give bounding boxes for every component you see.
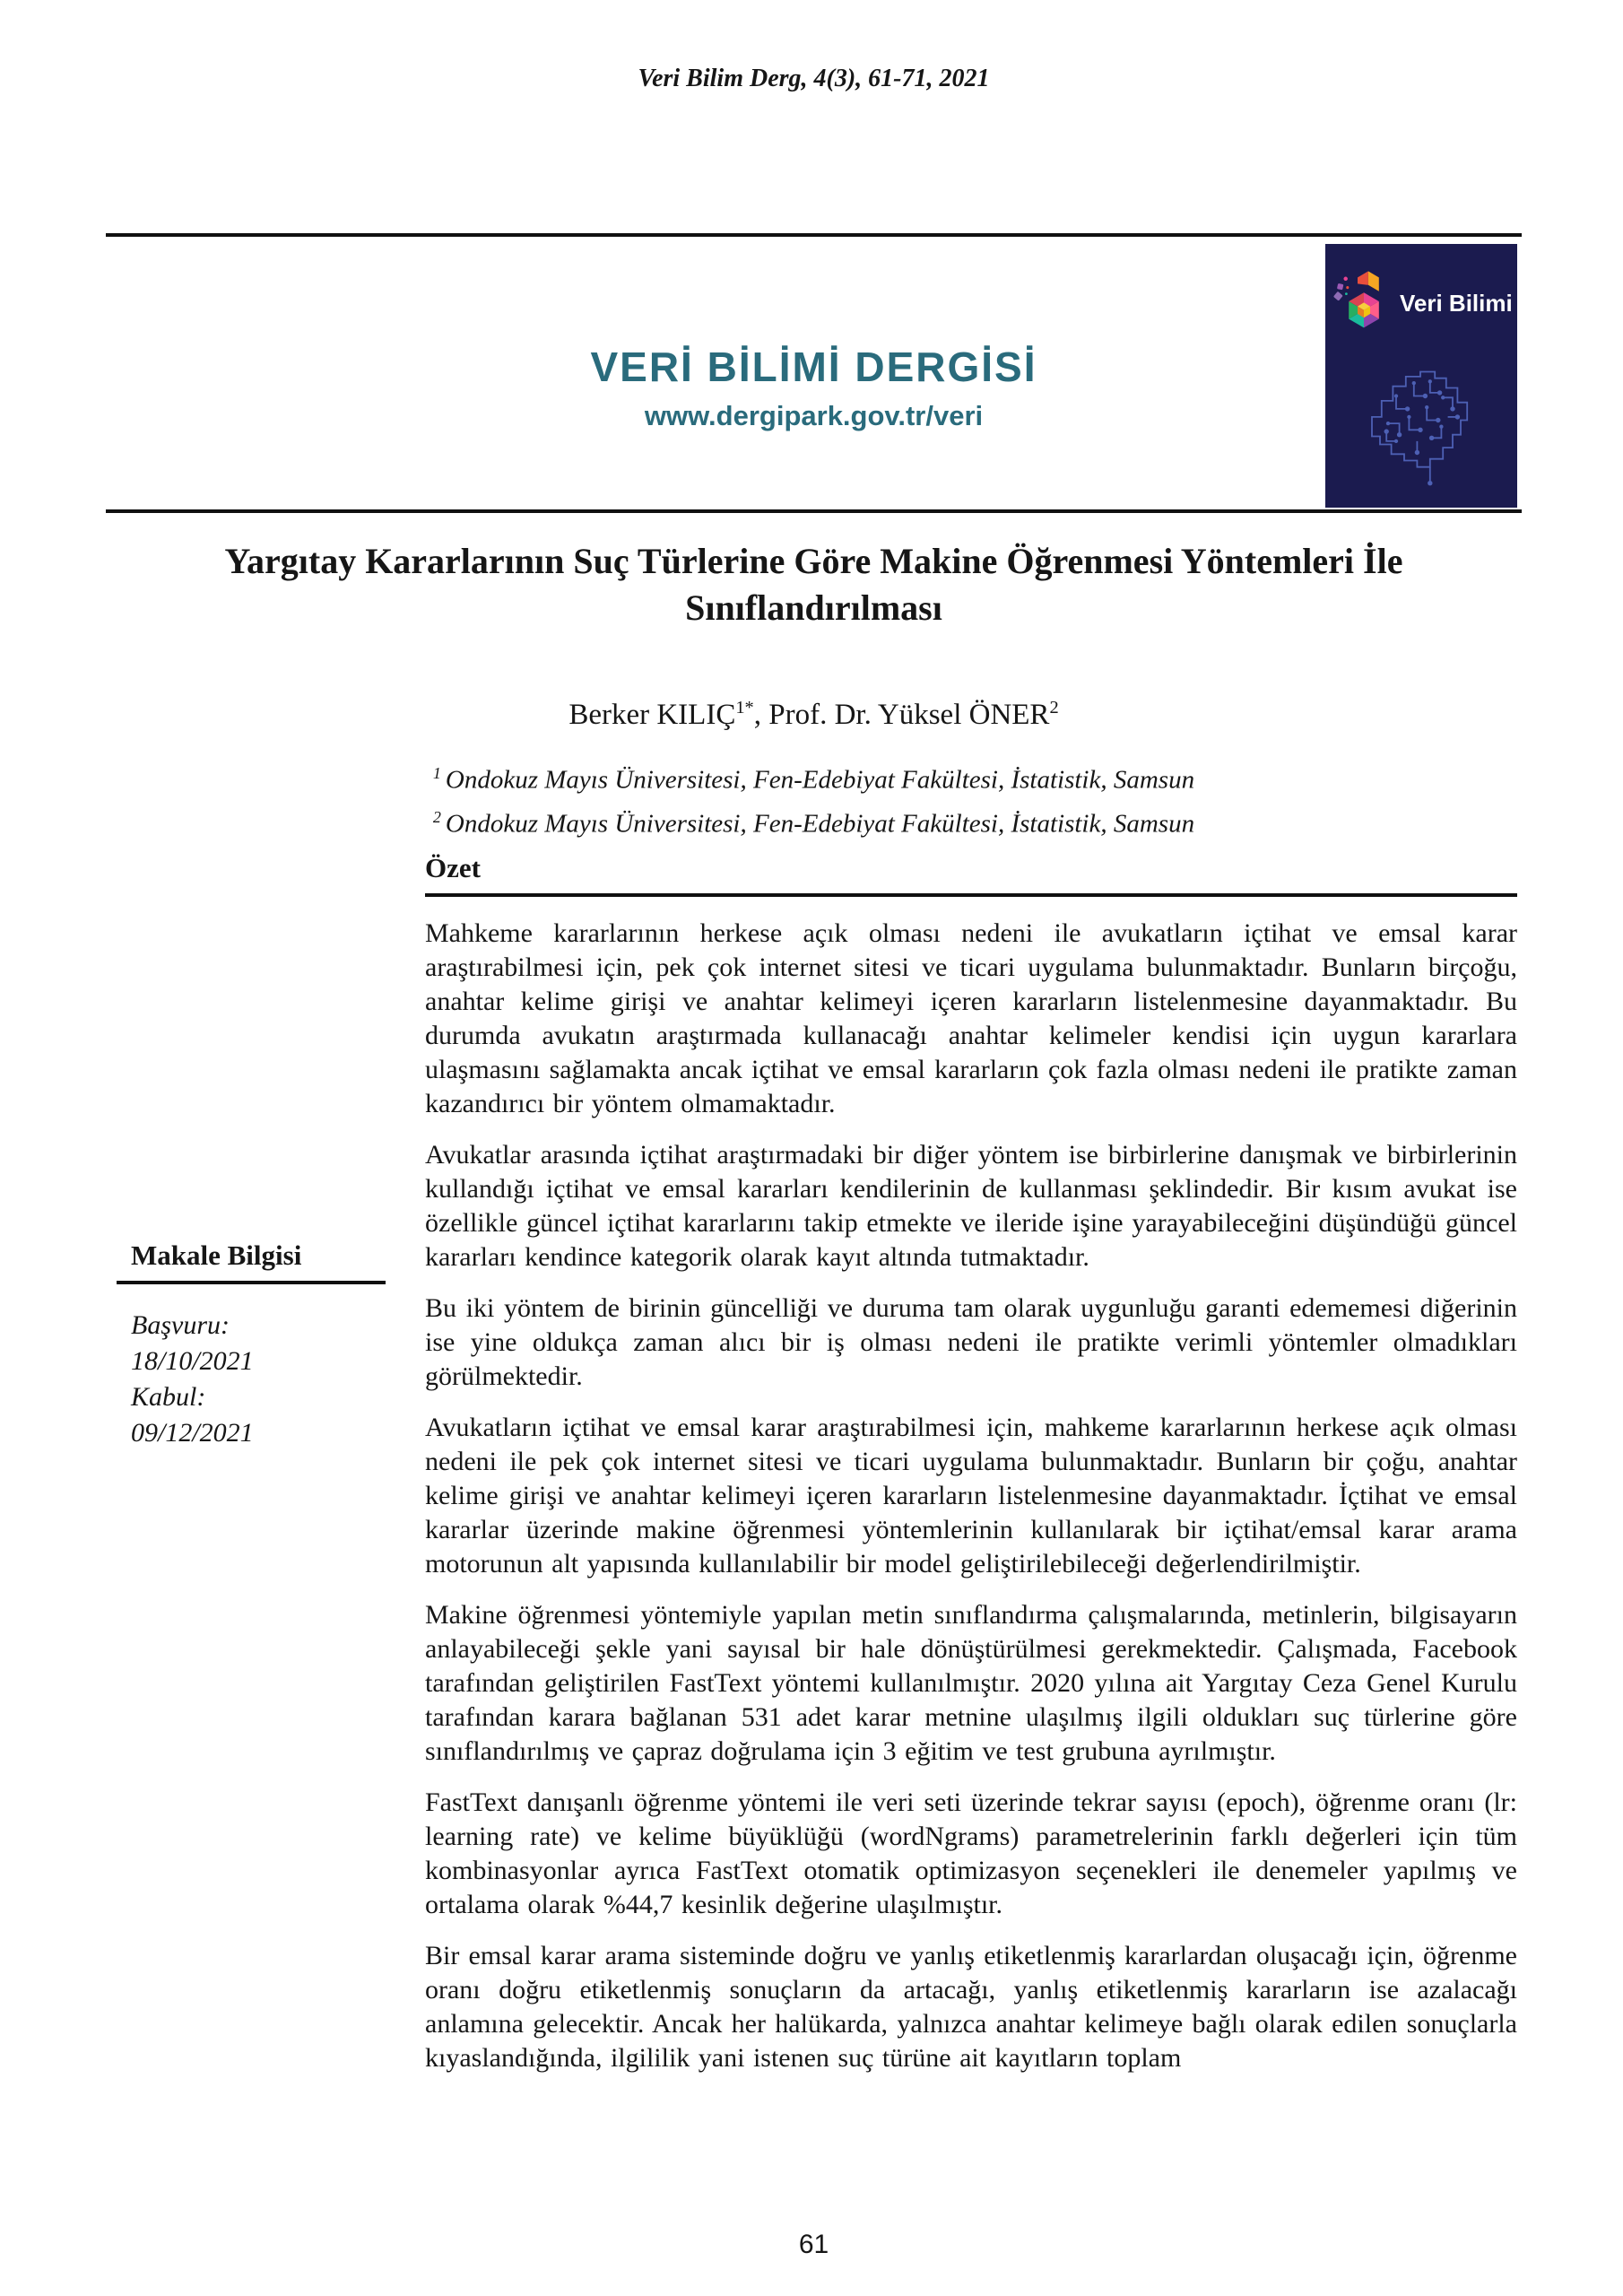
abstract-paragraph: Makine öğrenmesi yöntemiyle yapılan metin sınıflandırma çalışmalarında, metinlerin, bilgisayarın anlayabileceği şekle yani sayısal bir hale dönüştürülmesi gerekmektedir. Çalışmada, Facebook tarafından geliştirilen FastText yöntemi kullanılmıştır. 2020 yılına ait Yargıtay Ceza Genel Kurulu tarafından karara bağlanan 531 adet karar metnine ulaşılmış ilgili oldukları suç türlerine göre sınıflandırılmış ve çapraz doğrulama için 3 eğitim ve test grubuna ayrılmıştır. (425, 1600, 1517, 1766)
article-title: Yargıtay Kararlarının Suç Türlerine Göre Makine Öğrenmesi Yöntemleri İle Sınıflandırılması (224, 541, 1403, 628)
brain-circuit-icon (1340, 339, 1501, 498)
submission-label: Başvuru: (131, 1310, 230, 1340)
page-number: 61 (798, 2230, 829, 2259)
article-info-sidebar (117, 1239, 386, 1451)
affiliation-text: Ondokuz Mayıs Üniversitesi, Fen-Edebiyat Fakültesi, İstatistik, Samsun (445, 809, 1195, 839)
affiliation-superscript: 2 (432, 807, 441, 826)
author-superscript: 1* (735, 698, 754, 718)
abstract-heading: Özet (425, 852, 1517, 897)
abstract-paragraph: Avukatların içtihat ve emsal karar araştırabilmesi için, mahkeme kararlarının herkese açık olması nedeni ile pek çok internet sitesi ve ticari uygulama bulunmaktadır. Bunların bir çoğu, anahtar kelime girişi ve anahtar kelimeyi içeren kararların listelenmesine dayanmaktadır. İçtihat ve emsal kararlar üzerinde makine öğrenmesi yöntemlerinin kullanılarak bir içtihat/emsal karar arama motorunun alt yapısında kullanılabilir bir model geliştirilebileceği değerlendirilmiştir. (425, 1413, 1517, 1578)
author-name: Prof. Dr. Yüksel ÖNER (768, 699, 1050, 731)
author-name: Berker KILIÇ (568, 699, 736, 731)
submission-date: 18/10/2021 (131, 1346, 254, 1376)
affiliation-line (108, 799, 1520, 843)
abstract-paragraph: Mahkeme kararlarının herkese açık olması nedeni ile avukatların içtihat ve emsal karar araştırabilmesi için, pek çok internet sitesi ve ticari uygulama bulunmaktadır. Bunların birçoğu, anahtar kelime girişi ve anahtar kelimeyi içeren kararların listelenmesine dayanmaktadır. Bu durumda avukatın araştırmada kullanacağı anahtar kelimeler kendisi için uygun kararlara ulaşmasını sağlamakta ancak içtihat ve emsal kararların çok fazla olması nedeni ile pratikte zaman kazandırıcı bir yöntem olmamaktadır. (425, 918, 1517, 1118)
journal-citation: Veri Bilim Derg, 4(3), 61-71, 2021 (638, 65, 990, 92)
abstract-paragraph: Bir emsal karar arama sisteminde doğru ve yanlış etiketlenmiş kararlardan oluşacağı için, öğrenme oranı doğru etiketlenmiş sonuçların da artacağı, yanlış etiketlenmiş kararların ise azalacağı anlamına gelecektir. Ancak her halükarda, yalnızca anahtar kelimeye bağlı olarak edilen sonuçlarla kıyaslandığında, ilgililik yani istenen suç türüne ait kayıtların toplam (425, 1941, 1517, 2073)
affiliation-line (108, 755, 1520, 799)
article-info-meta (117, 1308, 386, 1451)
logo-wordmark: Veri Bilimi (1400, 290, 1513, 317)
abstract-paragraph: Avukatlar arasında içtihat araştırmadaki bir diğer yöntem ise birbirlerine danışmak ve birbirlerinin kullandığı içtihat ve emsal kararları kendilerinin de kullanması şeklindedir. Bir kısım avukat ise özellikle güncel içtihat kararlarını takip etmekte ve ileride işine yarayabileceğini düşündüğü güncel kararları kendince kategorik olarak kayıt altında tutmaktadır. (425, 1140, 1517, 1272)
affiliation-superscript: 1 (432, 764, 441, 782)
cube-logo-icon (1332, 267, 1395, 340)
affiliation-text: Ondokuz Mayıs Üniversitesi, Fen-Edebiyat Fakültesi, İstatistik, Samsun (445, 765, 1195, 795)
affiliations (108, 755, 1520, 842)
journal-name: VERİ BİLİMİ DERGİSİ (590, 344, 1037, 390)
accepted-label: Kabul: (131, 1382, 206, 1412)
journal-logo (1325, 244, 1517, 508)
author-superscript: 2 (1049, 698, 1059, 718)
journal-url-link[interactable]: www.dergipark.gov.tr/veri (644, 400, 984, 431)
authors-line (108, 698, 1520, 732)
divider-top (106, 233, 1522, 237)
abstract-section (425, 852, 1517, 2092)
accepted-date: 09/12/2021 (131, 1418, 254, 1448)
abstract-paragraph: FastText danışanlı öğrenme yöntemi ile veri seti üzerinde tekrar sayısı (epoch), öğrenme oranı (lr: learning rate) ve kelime büyüklüğü (wordNgrams) parametrelerinin farklı değerleri için tüm kombinasyonlar ayrıca FastText otomatik optimizasyon seçenekleri ile denemeler yapılmış ve ortalama olarak %44,7 kesinlik değerine ulaşılmıştır. (425, 1787, 1517, 1919)
divider-bottom (106, 509, 1522, 513)
author-separator: , (753, 699, 769, 731)
abstract-paragraph: Bu iki yöntem de birinin güncelliği ve duruma tam olarak uygunluğu garanti edememesi diğerinin ise yine oldukça zaman alıcı bir iş olması nedeni ile pratikte verimli yöntemler olmadıkları görülmektedir. (425, 1293, 1517, 1391)
article-info-heading: Makale Bilgisi (117, 1239, 386, 1284)
logo-header (1332, 267, 1513, 340)
